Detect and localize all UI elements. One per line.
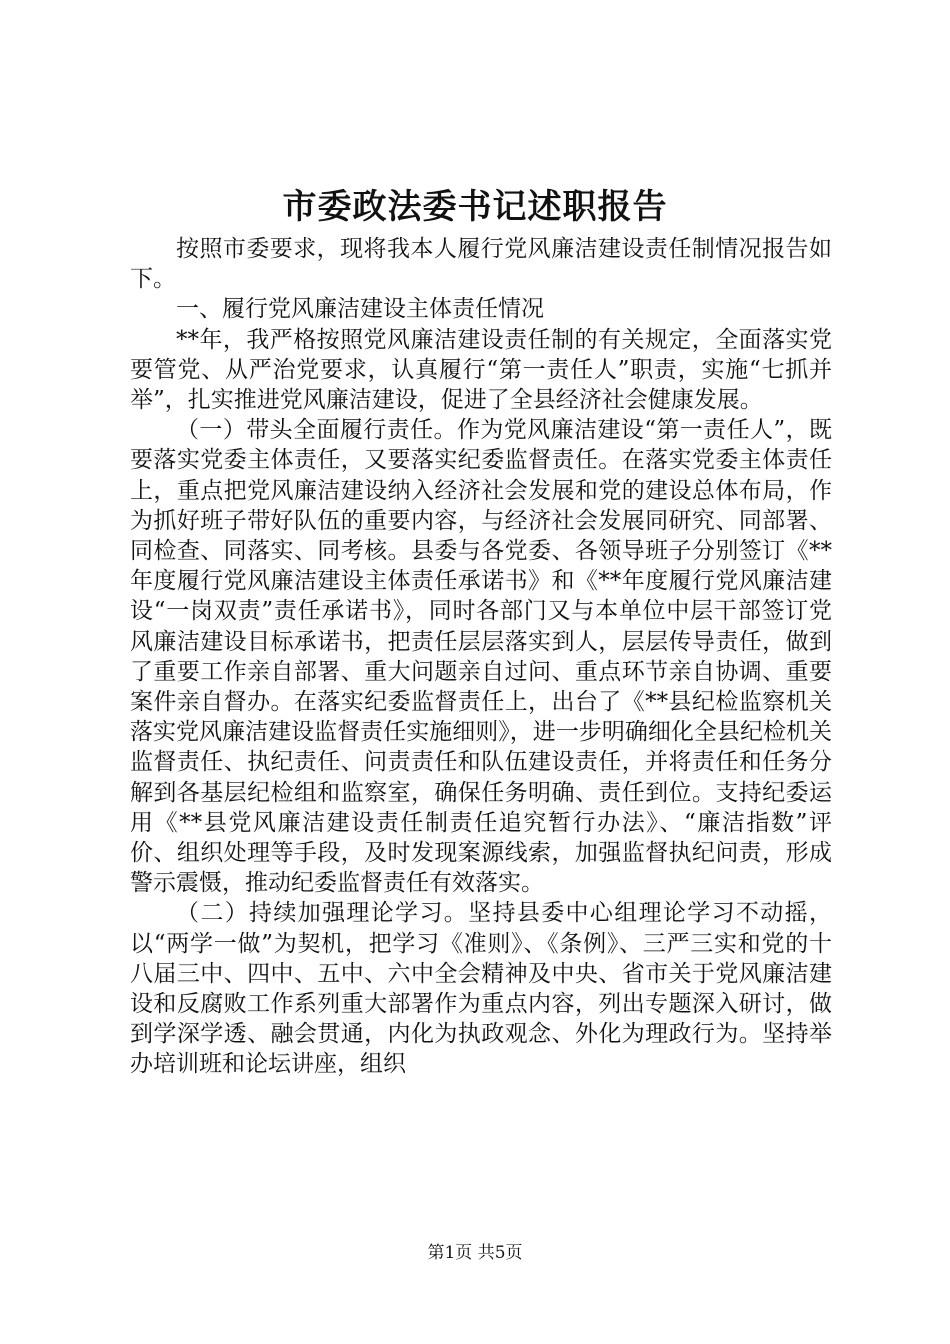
paragraph-overview: **年，我严格按照党风廉洁建设责任制的有关规定，全面落实党要管党、从严治党要求，认真履行“第一责任人”职责，实施“七抓并举”，扎实推进党风廉洁建设，促进了全县经济社会健康发展。	[130, 326, 832, 414]
paragraph-study: （二）持续加强理论学习。坚持县委中心组理论学习不动摇，以“两学一做”为契机，把学习《准则》、《条例》、三严三实和党的十八届三中、四中、五中、六中全会精神及中央、省市关于党风廉洁建设和反腐败工作系列重大部署作为重点内容，列出专题深入研讨，做到学深学透、融会贯通，内化为执政观念、外化为理政行为。坚持举办培训班和论坛讲座，组织	[130, 900, 832, 1078]
paragraph-responsibility: （一）带头全面履行责任。作为党风廉洁建设“第一责任人”，既要落实党委主体责任，又要落实纪委监督责任。在落实党委主体责任上，重点把党风廉洁建设纳入经济社会发展和党的建设总体布局，作为抓好班子带好队伍的重要内容，与经济社会发展同研究、同部署、同检查、同落实、同考核。县委与各党委、各领导班子分别签订《**年度履行党风廉洁建设主体责任承诺书》和《**年度履行党风廉洁建设“一岗双责”责任承诺书》，同时各部门又与本单位中层干部签订党风廉洁建设目标承诺书，把责任层层落实到人，层层传导责任，做到了重要工作亲自部署、重大问题亲自过问、重点环节亲自协调、重要案件亲自督办。在落实纪委监督责任上，出台了《**县纪检监察机关落实党风廉洁建设监督责任实施细则》，进一步明确细化全县纪检机关监督责任、执纪责任、问责责任和队伍建设责任，并将责任和任务分解到各基层纪检组和监察室，确保任务明确、责任到位。支持纪委运用《**县党风廉洁建设责任制责任追究暂行办法》、“廉洁指数”评价、组织处理等手段，及时发现案源线索，加强监督执纪问责，形成警示震慑，推动纪委监督责任有效落实。	[130, 417, 832, 897]
document-body	[130, 234, 832, 1080]
document-title: 市委政法委书记述职报告	[282, 187, 668, 227]
paragraph-intro: 按照市委要求，现将我本人履行党风廉洁建设责任制情况报告如下。	[130, 236, 832, 293]
section-heading: 一、履行党风廉洁建设主体责任情况	[176, 296, 544, 323]
page-footer: 第1页 共5页	[427, 1243, 523, 1263]
